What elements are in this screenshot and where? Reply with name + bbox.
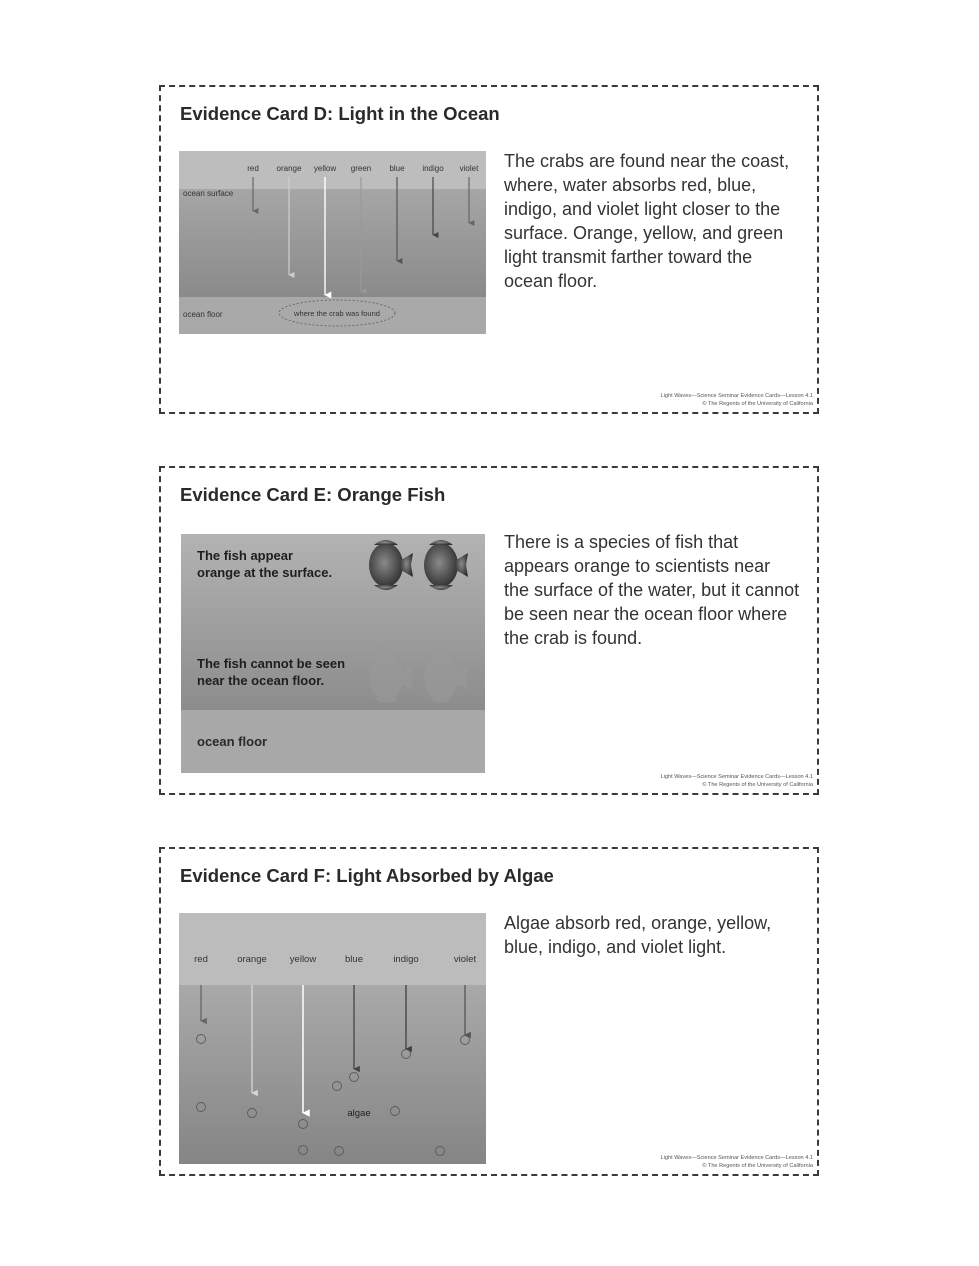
color-label-violet: violet xyxy=(453,954,477,965)
ocean-floor-label: ocean floor xyxy=(183,310,223,319)
fish-surface-line2: orange at the surface. xyxy=(197,565,333,580)
color-label-indigo: indigo xyxy=(393,954,419,965)
card-d-title: Evidence Card D: Light in the Ocean xyxy=(180,103,500,124)
card-d-text: The crabs are found near the coast, where, water absorbs red, blue, indigo, and violet light closer to the surface. Orange, yellow, and green light transmit farther toward the ocean floor. xyxy=(504,151,790,291)
color-label-orange: orange xyxy=(276,164,302,173)
sky-band xyxy=(179,913,486,985)
color-label-green: green xyxy=(350,164,372,173)
color-label-yellow: yellow xyxy=(313,164,337,173)
evidence-card-f xyxy=(159,847,819,1176)
crab-location-label: where the crab was found xyxy=(294,309,380,318)
evidence-card-d xyxy=(159,85,819,414)
card-f-footer xyxy=(661,1154,813,1170)
card-e-footer xyxy=(661,773,813,789)
fish-surface-line1: The fish appear xyxy=(197,548,294,563)
water-band xyxy=(179,985,486,1164)
card-e-text: There is a species of fish that appears orange to scientists near the surface of the water, but it cannot be seen near the ocean floor where the crab is found. xyxy=(504,532,800,648)
ocean-surface-label: ocean surface xyxy=(183,189,234,198)
color-label-indigo: indigo xyxy=(422,164,444,173)
footer-series: Light Waves—Science Seminar Evidence Cards—Lesson 4.1 xyxy=(660,1155,813,1161)
color-label-orange: orange xyxy=(237,954,267,965)
water-band xyxy=(179,189,486,297)
evidence-card-e xyxy=(159,466,819,795)
color-label-blue: blue xyxy=(345,954,363,965)
algae-label: algae xyxy=(347,1108,371,1119)
card-f-title: Evidence Card F: Light Absorbed by Algae xyxy=(180,865,554,886)
card-e-title: Evidence Card E: Orange Fish xyxy=(180,484,446,505)
color-label-violet: violet xyxy=(459,164,479,173)
algae-absorption-figure xyxy=(179,913,486,1164)
footer-series: Light Waves—Science Seminar Evidence Cards—Lesson 4.1 xyxy=(660,774,813,780)
fish-floor-line1: The fish cannot be seen xyxy=(197,656,346,671)
footer-copyright: © The Regents of the University of California xyxy=(702,782,813,788)
fish-floor-line2: near the ocean floor. xyxy=(197,673,325,688)
card-d-footer xyxy=(661,392,813,408)
ocean-floor-label: ocean floor xyxy=(197,734,268,749)
card-f-text: Algae absorb red, orange, yellow, blue, indigo, and violet light. xyxy=(504,913,772,957)
footer-copyright: © The Regents of the University of California xyxy=(702,1163,813,1169)
color-label-red: red xyxy=(194,954,208,965)
footer-series: Light Waves—Science Seminar Evidence Cards—Lesson 4.1 xyxy=(660,393,813,399)
color-label-blue: blue xyxy=(389,164,405,173)
light-in-ocean-figure xyxy=(179,151,486,334)
orange-fish-figure xyxy=(181,534,485,773)
color-label-red: red xyxy=(247,164,259,173)
footer-copyright: © The Regents of the University of California xyxy=(702,401,813,407)
color-label-yellow: yellow xyxy=(289,954,317,965)
